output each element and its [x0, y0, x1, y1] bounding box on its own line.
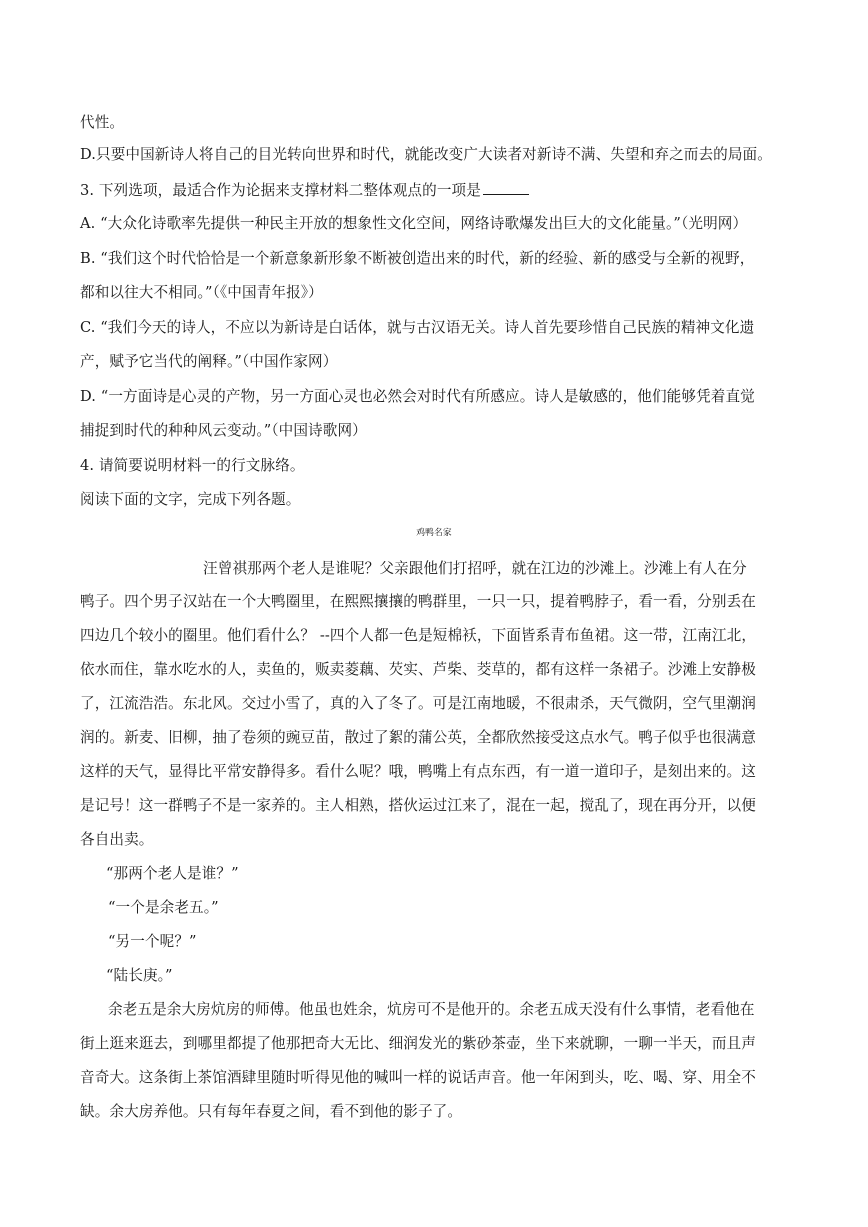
passage-title: 鸡鸭名家 — [416, 528, 452, 538]
text-line: 街上逛来逛去，到哪里都提了他那把奇大无比、细润发光的紫砂茶壶，坐下来就聊，一聊一半天，而且声 — [80, 1035, 756, 1052]
text-line: 四边几个较小的圈里。他们看什么？ --四个人都一色是短棉袄，下面皆系青布鱼裙。这一带，江南江北， — [80, 627, 757, 644]
text-line: D.只要中国新诗人将自己的目光转向世界和时代，就能改变广大读者对新诗不满、失望和弃之而去的局面。 — [80, 146, 772, 163]
dialogue-line: “一个是余老五。” — [108, 899, 219, 916]
text-line: 鸭子。四个男子汉站在一个大鸭圈里，在熙熙攘攘的鸭群里，一只一只，提着鸭脖子，看一看，分别丢在 — [80, 593, 756, 610]
text-line: 了，江流浩浩。东北风。交过小雪了，真的入了冬了。可是江南地暖，不很肃杀，天气微阴，空气里潮润 — [80, 695, 756, 712]
text-line: 音奇大。这条街上茶馆酒肆里随时听得见他的喊叫一样的说话声音。他一年闲到头，吃、喝、穿、用全不 — [80, 1069, 756, 1086]
option-b: B. “我们这个时代恰恰是一个新意象新形象不断被创造出来的时代，新的经验、新的感受与全新的视野， — [80, 250, 755, 267]
text-line: 是记号！这一群鸭子不是一家养的。主人相熟，搭伙运过江来了，混在一起，搅乱了，现在再分开，以便 — [80, 797, 756, 814]
text-line: 余老五是余大房炕房的师傅。他虽也姓余，炕房可不是他开的。余老五成天没有什么事情，老看他在 — [108, 1001, 755, 1018]
text-line: 润的。新麦、旧柳，抽了卷须的豌豆苗，散过了絮的蒲公英，全都欣然接受这点水气。鸭子似乎也很满意 — [80, 729, 756, 746]
option-c: C. “我们今天的诗人，不应以为新诗是白话体，就与古汉语无关。诗人首先要珍惜自己民族的精神文化遗 — [80, 319, 755, 336]
text-line: 汪曾祺那两个老人是谁呢？父亲跟他们打招呼，就在江边的沙滩上。沙滩上有人在分 — [203, 560, 747, 577]
option-d: D. “一方面诗是心灵的产物，另一方面心灵也必然会对时代有所感应。诗人是敏感的，他们能够凭着直觉 — [80, 388, 755, 405]
text-line: 都和以往大不相同。”（《中国青年报》） — [80, 284, 323, 301]
dialogue-line: “陆长庚。” — [106, 967, 173, 984]
text-line: 依水而住，靠水吃水的人，卖鱼的，贩卖菱藕、芡实、芦柴、茭草的，都有这样一条裙子。沙滩上安静极 — [80, 661, 756, 678]
dialogue-line: “另一个呢？” — [108, 933, 197, 950]
dialogue-line: “那两个老人是谁？” — [106, 865, 239, 882]
text-line: 代性。 — [80, 114, 125, 131]
question-3-text: 3. 下列选项，最适合作为论据来支撑材料二整体观点的一项是 — [80, 182, 481, 199]
text-line: 产，赋予它当代的阐释。”（中国作家网） — [80, 353, 338, 370]
text-line: 这样的天气，显得比平常安静得多。看什么呢？哦，鸭嘴上有点东西，有一道一道印子，是刻出来的。这 — [80, 763, 756, 780]
answer-blank — [483, 182, 529, 195]
text-line: 各自出卖。 — [80, 831, 154, 848]
text-line: 捕捉到时代的种种风云变动。”（中国诗歌网） — [80, 422, 367, 439]
reading-instruction: 阅读下面的文字，完成下列各题。 — [80, 491, 301, 508]
option-a: A. “大众化诗歌率先提供一种民主开放的想象性文化空间，网络诗歌爆发出巨大的文化能量。”（光明网） — [80, 215, 748, 232]
text-line: 缺。余大房养他。只有每年春夏之间，看不到他的影子了。 — [80, 1103, 463, 1120]
question-4: 4. 请简要说明材料一的行文脉络。 — [80, 457, 305, 474]
question-3 — [80, 182, 529, 200]
